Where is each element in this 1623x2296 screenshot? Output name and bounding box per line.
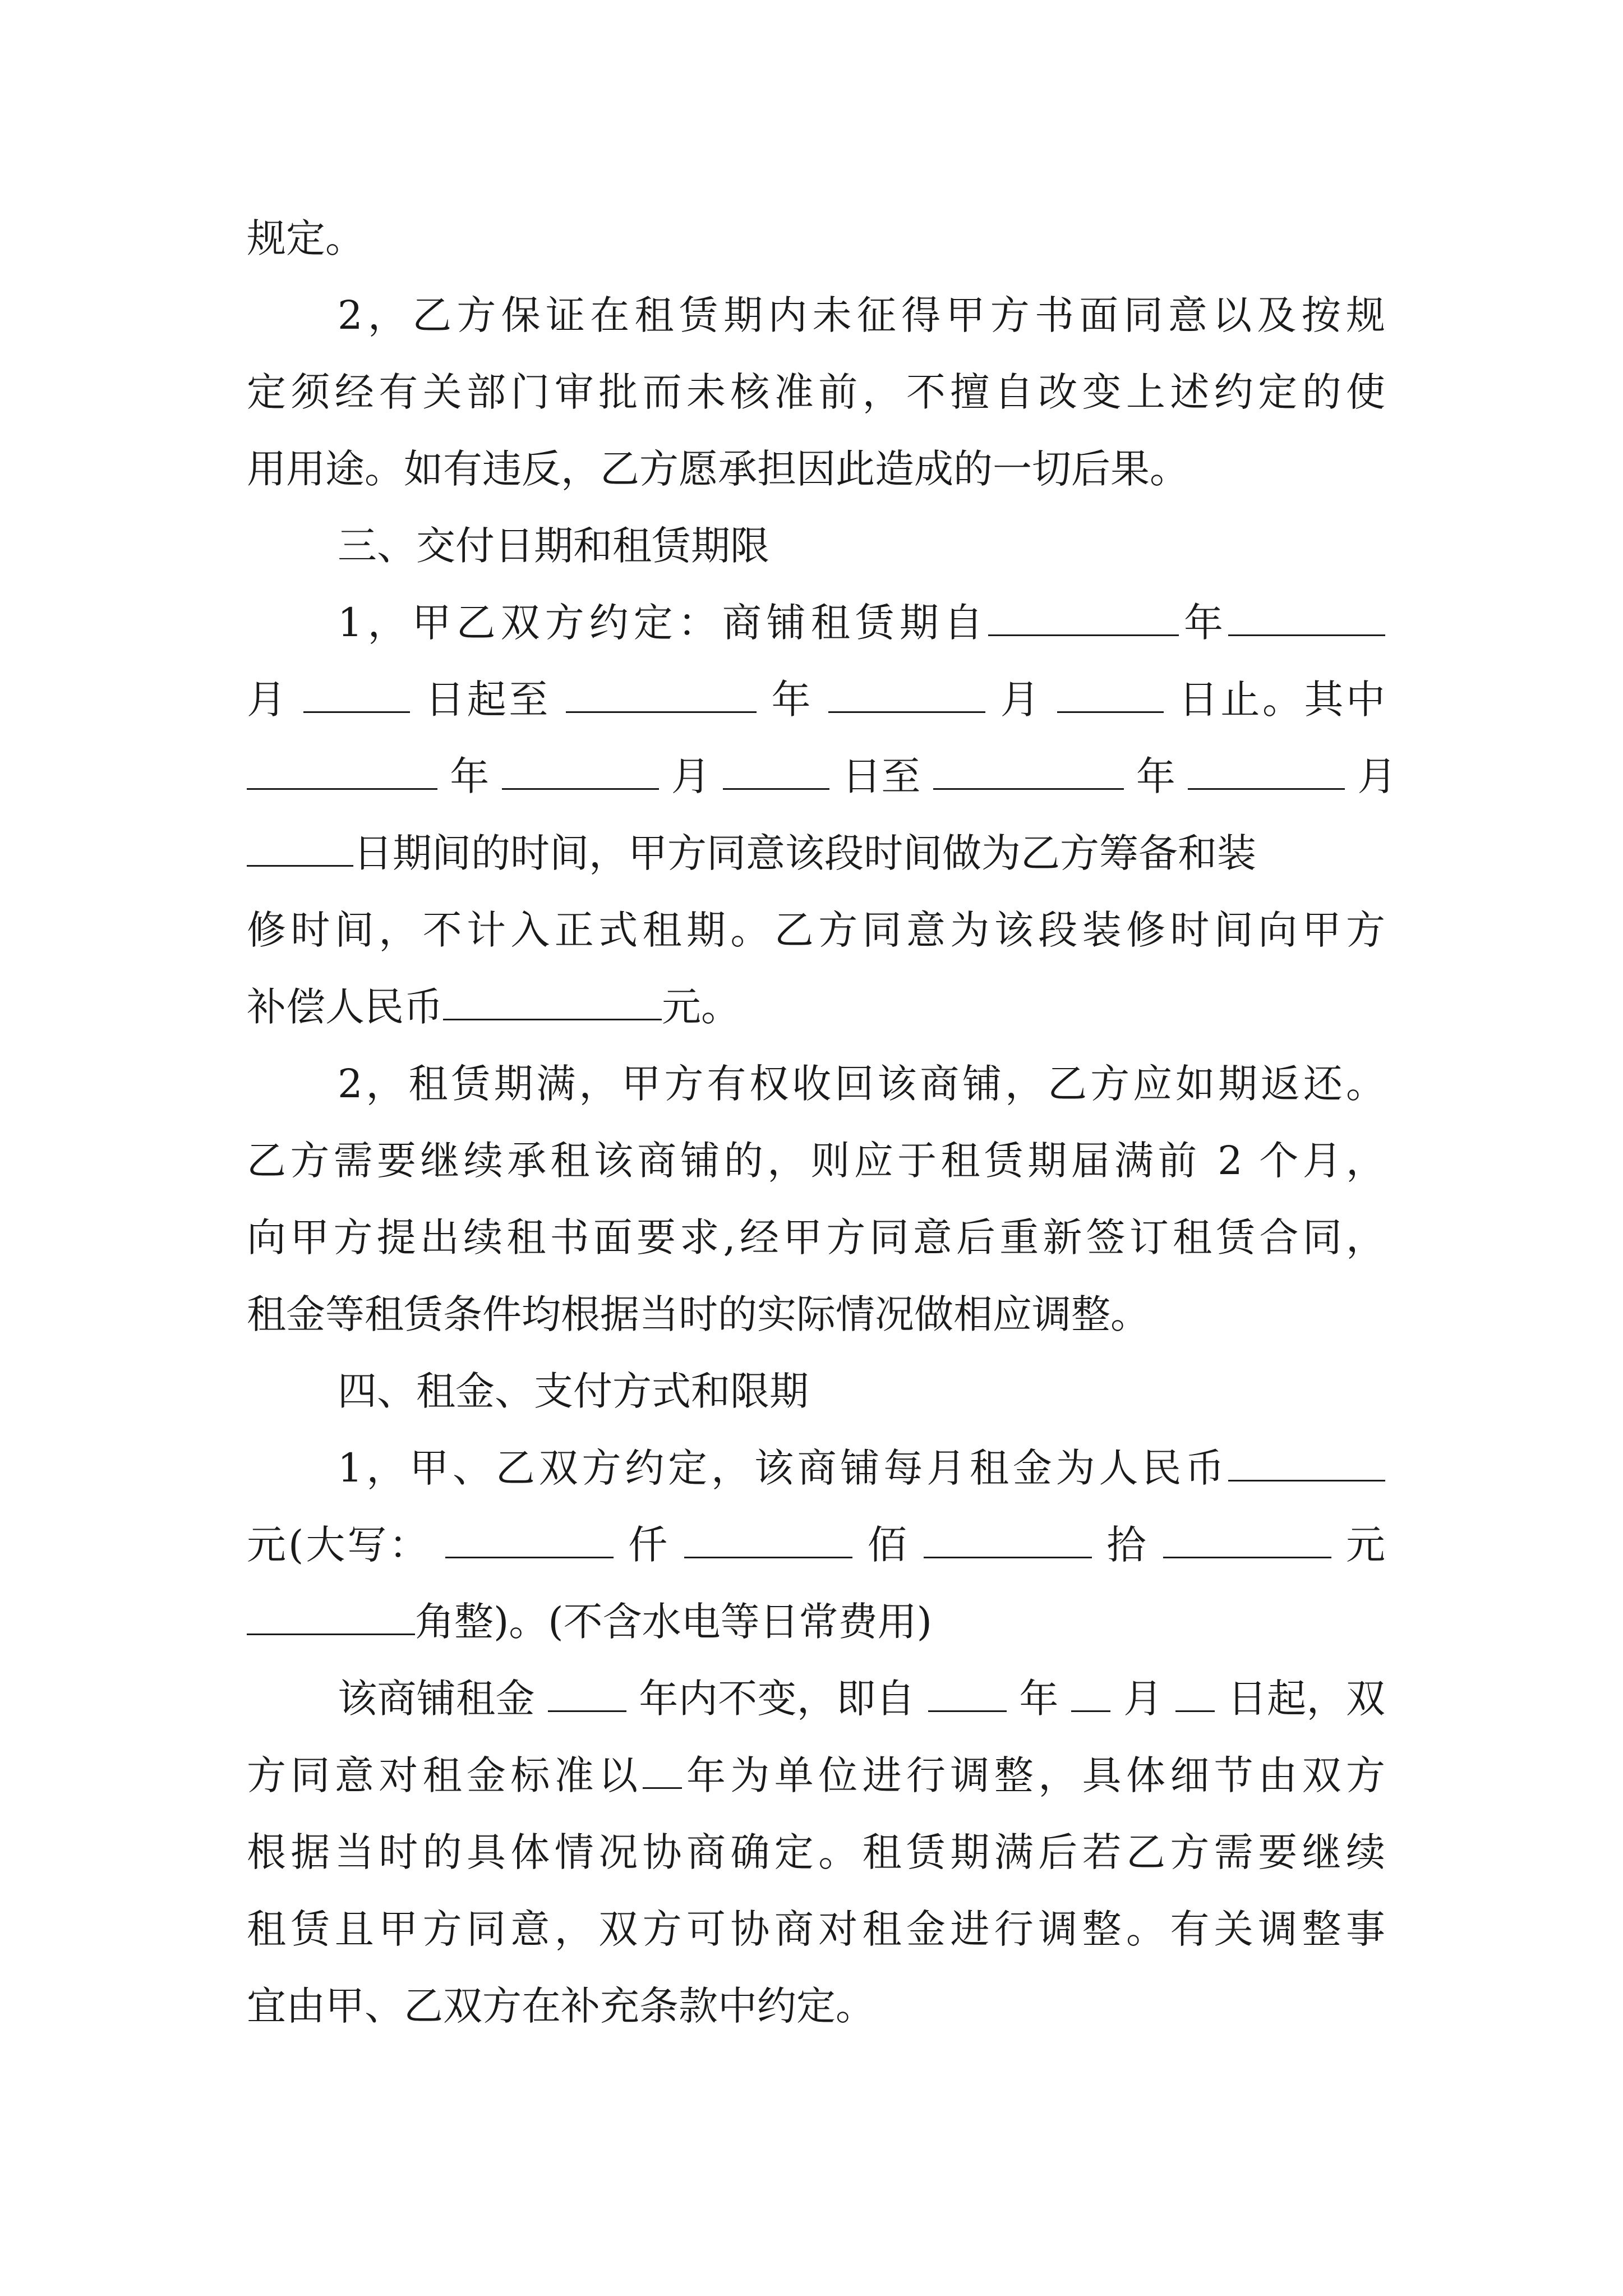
text-line: 租金等租赁条件均根据当时的实际情况做相应调整。 bbox=[247, 1291, 1150, 1337]
text-line bbox=[247, 815, 1385, 892]
text-segment: 年 bbox=[450, 753, 490, 799]
blank-field bbox=[1071, 1674, 1110, 1712]
text-segment: 日起至 bbox=[425, 677, 551, 723]
text-line: 乙方需要继续承租该商铺的，则应于租赁期届满前 2 个月， bbox=[247, 1138, 1385, 1184]
document-page bbox=[247, 200, 1397, 2045]
blank-field bbox=[445, 1521, 614, 1558]
text-line bbox=[247, 661, 1385, 738]
blank-field bbox=[566, 675, 757, 713]
text-segment: 月 bbox=[671, 753, 711, 799]
blank-field bbox=[548, 1674, 626, 1712]
text-segment: 日期间的时间，甲方同意该段时间做为乙方筹备和装 bbox=[353, 830, 1256, 876]
text-segment: 方同意对租金标准以 bbox=[247, 1752, 643, 1798]
blank-field bbox=[247, 1598, 415, 1635]
section-heading: 四、租金、支付方式和限期 bbox=[338, 1368, 809, 1414]
text-segment: 日起，双 bbox=[1227, 1676, 1385, 1722]
text-segment: 佰 bbox=[867, 1522, 909, 1568]
blank-field bbox=[1163, 1521, 1331, 1558]
blank-field bbox=[247, 752, 437, 790]
blank-field bbox=[988, 599, 1179, 636]
blank-field bbox=[684, 1521, 852, 1558]
section-heading: 三、交付日期和租赁期限 bbox=[338, 523, 769, 569]
text-line: 修时间，不计入正式租期。乙方同意为该段装修时间向甲方 bbox=[247, 907, 1385, 953]
text-segment: 元(大写： bbox=[247, 1522, 431, 1568]
text-segment: 1，甲乙双方约定：商铺租赁期自 bbox=[338, 600, 988, 646]
text-segment: 日至 bbox=[842, 753, 921, 799]
text-line bbox=[247, 1660, 1385, 1737]
text-segment: 仟 bbox=[628, 1522, 670, 1568]
text-segment: 元。 bbox=[662, 984, 740, 1030]
blank-field bbox=[1228, 1444, 1385, 1481]
blank-field bbox=[723, 752, 829, 790]
blank-field bbox=[443, 983, 662, 1020]
blank-field bbox=[828, 675, 985, 713]
blank-field bbox=[924, 1521, 1092, 1558]
text-line bbox=[247, 738, 1397, 815]
text-segment: 年为单位进行调整，具体细节由双方 bbox=[681, 1752, 1386, 1798]
text-segment: 月 bbox=[1357, 753, 1397, 799]
text-line: 宜由甲、乙双方在补充条款中约定。 bbox=[247, 1983, 875, 2029]
text-line: 用用途。如有违反，乙方愿承担因此造成的一切后果。 bbox=[247, 446, 1189, 492]
text-line: 定须经有关部门审批而未核准前，不擅自改变上述约定的使 bbox=[247, 369, 1385, 415]
text-line bbox=[247, 1430, 1385, 1507]
text-line: 规定。 bbox=[247, 215, 365, 261]
text-segment: 月 bbox=[247, 677, 289, 723]
text-line: 向甲方提出续租书面要求,经甲方同意后重新签订租赁合同， bbox=[247, 1214, 1385, 1260]
blank-field bbox=[1057, 675, 1164, 713]
blank-field bbox=[1188, 752, 1345, 790]
text-segment: 拾 bbox=[1106, 1522, 1149, 1568]
text-segment: 元 bbox=[1346, 1522, 1386, 1568]
text-line bbox=[247, 1584, 1385, 1660]
text-segment: 年内不变，即自 bbox=[639, 1676, 916, 1722]
blank-field bbox=[303, 675, 410, 713]
blank-field bbox=[928, 1674, 1007, 1712]
text-segment: 补偿人民币 bbox=[247, 984, 443, 1030]
text-segment: 年 bbox=[771, 677, 814, 723]
text-segment: 年 bbox=[1019, 1676, 1059, 1722]
blank-field bbox=[1175, 1674, 1215, 1712]
blank-field bbox=[933, 752, 1124, 790]
text-segment: 该商铺租金 bbox=[338, 1676, 535, 1722]
blank-field bbox=[502, 752, 659, 790]
blank-field bbox=[643, 1751, 682, 1789]
text-line bbox=[247, 969, 1385, 1046]
blank-field bbox=[1228, 599, 1385, 636]
text-line bbox=[247, 585, 1385, 661]
blank-field bbox=[247, 829, 353, 867]
text-segment: 月 bbox=[1000, 677, 1043, 723]
text-line: 租赁且甲方同意，双方可协商对租金进行调整。有关调整事 bbox=[247, 1906, 1385, 1952]
text-line bbox=[247, 1507, 1385, 1584]
text-line: 根据当时的具体情况协商确定。租赁期满后若乙方需要继续 bbox=[247, 1829, 1385, 1875]
text-line: 2，乙方保证在租赁期内未征得甲方书面同意以及按规 bbox=[338, 292, 1385, 338]
text-line: 2，租赁期满，甲方有权收回该商铺，乙方应如期返还。 bbox=[338, 1061, 1385, 1107]
text-segment: 年 bbox=[1136, 753, 1175, 799]
text-segment: 月 bbox=[1123, 1676, 1163, 1722]
text-line bbox=[247, 1737, 1385, 1814]
text-segment: 角整)。(不含水电等日常费用) bbox=[415, 1599, 932, 1645]
text-segment: 1，甲、乙双方约定，该商铺每月租金为人民币 bbox=[338, 1445, 1228, 1491]
text-segment: 日止。其中 bbox=[1178, 677, 1386, 723]
text-segment: 年 bbox=[1178, 600, 1228, 646]
